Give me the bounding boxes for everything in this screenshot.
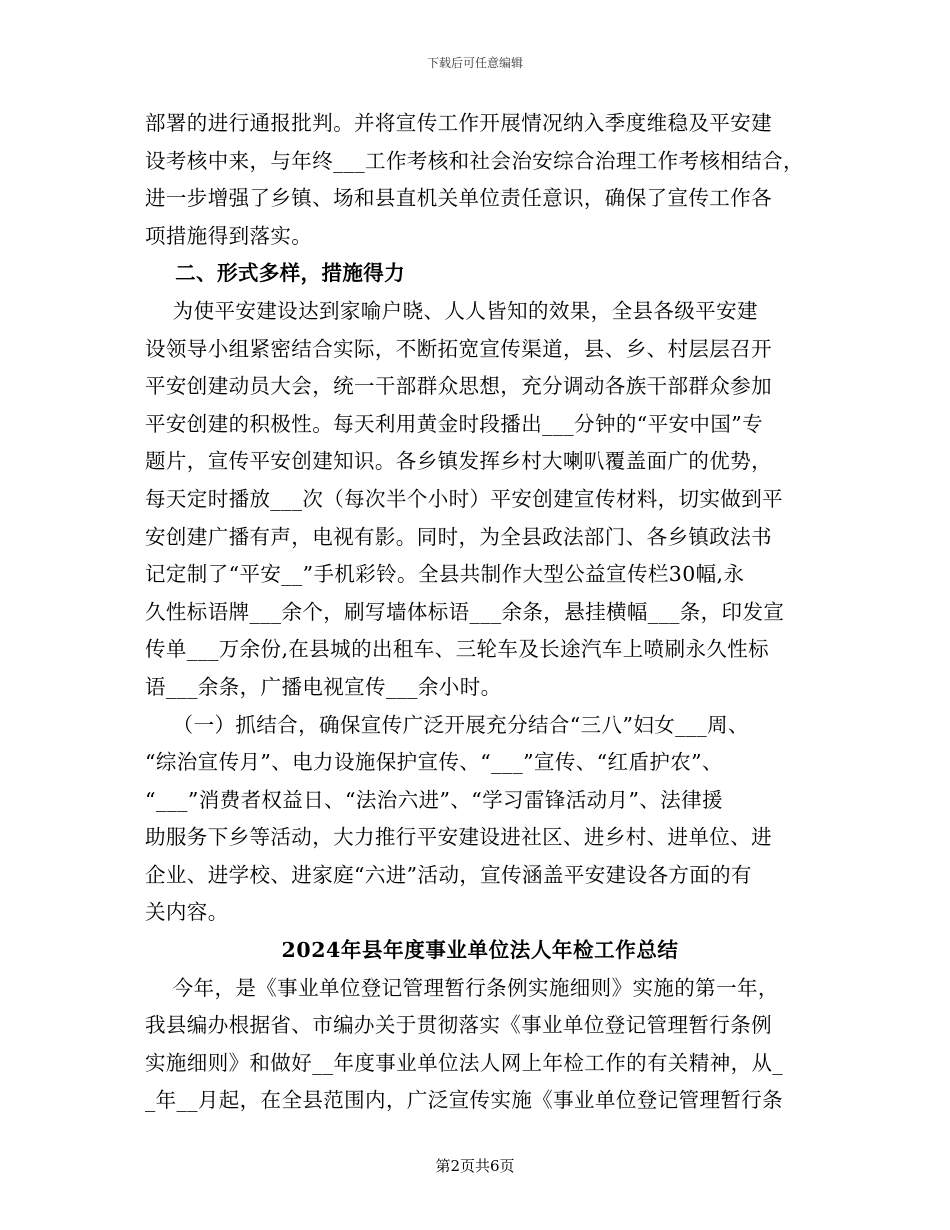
text-line: 项措施得到落实。: [145, 223, 313, 248]
text-line: 设考核中来，与年终___工作考核和社会治安综合治理工作考核相结合，: [145, 148, 804, 173]
text-line: 平安创建的积极性。每天利用黄金时段播出___分钟的“平安中国”专: [145, 411, 764, 436]
text-line: 今年，是《事业单位登记管理暂行条例实施细则》实施的第一年，: [145, 975, 779, 1000]
text-line: 企业、进学校、进家庭“六进”活动，宣传涵盖平安建设各方面的有: [145, 862, 752, 887]
text-line: “综治宣传月”、电力设施保护宣传、“___”宣传、“红盾护农”、: [145, 750, 723, 775]
text-line: 语___余条，广播电视宣传___余小时。: [145, 674, 502, 699]
text-line: 为使平安建设达到家喻户晓、人人皆知的效果，全县各级平安建: [145, 298, 758, 323]
text-line: 关内容。: [145, 900, 229, 925]
page-header: 下载后可任意编辑: [426, 56, 523, 70]
text-line: 我县编办根据省、市编办关于贯彻落实《事业单位登记管理暂行条例: [145, 1013, 772, 1038]
section-heading: 二、形式多样，措施得力: [145, 261, 406, 286]
text-line: 助服务下乡等活动，大力推行平安建设进社区、进乡村、进单位、进: [145, 825, 772, 850]
text-line: 题片，宣传平安创建知识。各乡镇发挥乡村大喇叭覆盖面广的优势，: [145, 449, 772, 474]
text-line: 实施细则》和做好__年度事业单位法人网上年检工作的有关精神，从_: [145, 1050, 784, 1075]
text-line: 每天定时播放___次（每次半个小时）平安创建宣传材料，切实做到平: [145, 486, 784, 511]
text-line: 安创建广播有声，电视有影。同时，为全县政法部门、各乡镇政法书: [145, 524, 772, 549]
text-line: 部署的进行通报批判。并将宣传工作开展情况纳入季度维稳及平安建: [145, 111, 772, 135]
text-line: 设领导小组紧密结合实际，不断拓宽宣传渠道，县、乡、村层层召开: [145, 336, 772, 361]
document-title: 2024年县年度事业单位法人年检工作总结: [281, 938, 679, 963]
text-line: 久性标语牌___余个，刷写墙体标语___余条，悬挂横幅___条，印发宣: [145, 599, 785, 624]
page-number: 第2页共6页: [435, 1157, 515, 1175]
text-line: 平安创建动员大会，统一干部群众思想，充分调动各族干部群众参加: [145, 374, 772, 399]
text-line: “___”消费者权益日、“法治六进”、“学习雷锋活动月”、法律援: [145, 787, 723, 812]
text-line: 传单___万余份,在县城的出租车、三轮车及长途汽车上喷刷永久性标: [145, 637, 770, 662]
text-line: 进一步增强了乡镇、场和县直机关单位责任意识，确保了宣传工作各: [145, 186, 772, 211]
text-line: 记定制了“平安__”手机彩铃。全县共制作大型公益宣传栏30幅,永: [145, 562, 745, 587]
text-line: _年__月起，在全县范围内，广泛宣传实施《事业单位登记管理暂行条: [145, 1088, 784, 1113]
document-body: [145, 105, 815, 1120]
text-line: （一）抓结合，确保宣传广泛开展充分结合“三八”妇女___周、: [145, 712, 749, 737]
